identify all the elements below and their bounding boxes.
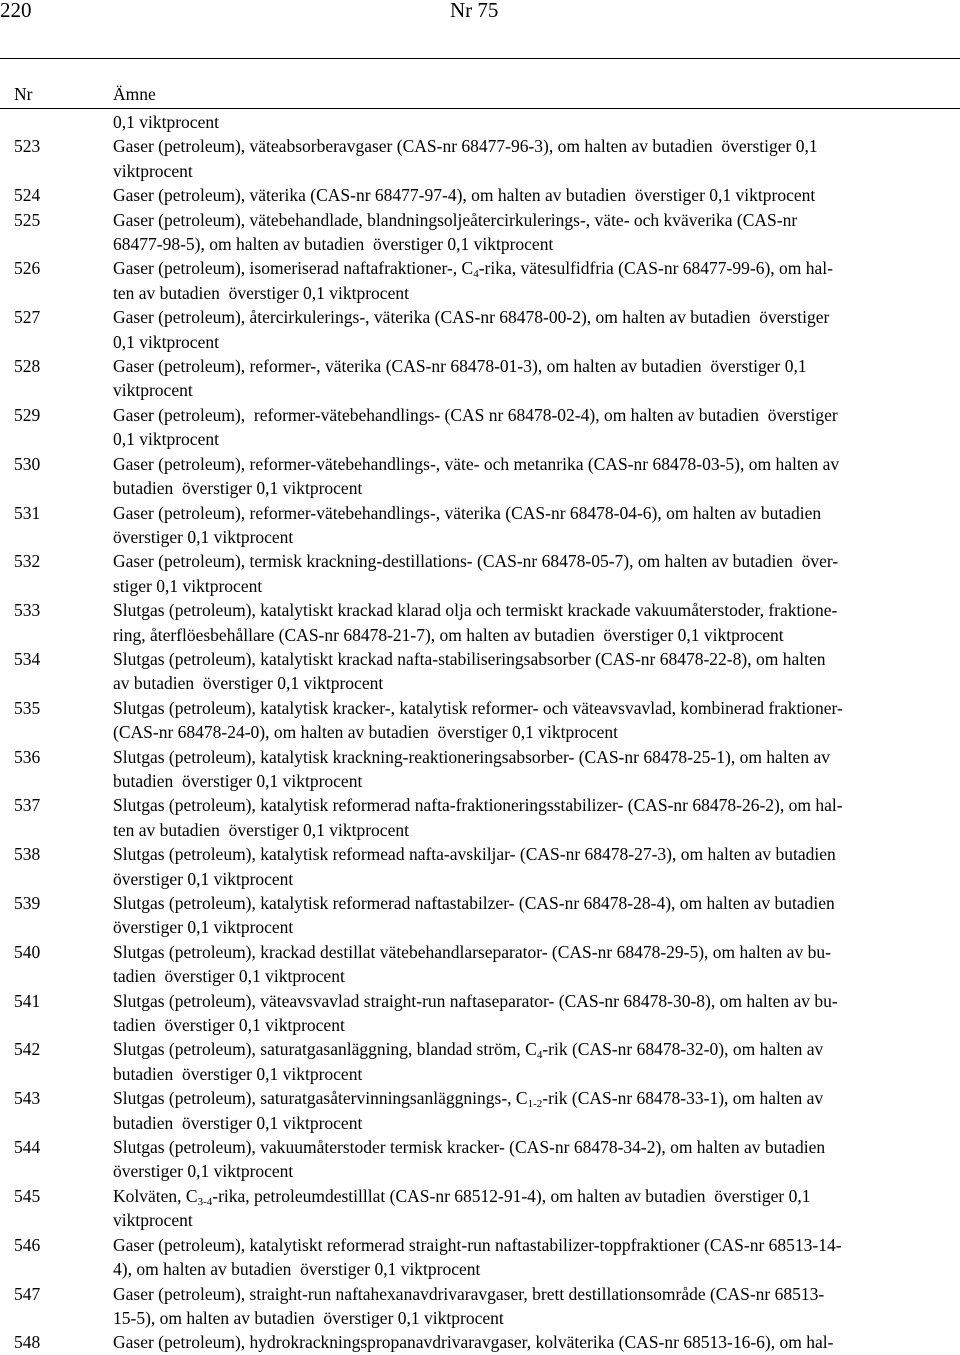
row-line — [113, 745, 943, 769]
row-line — [113, 1135, 943, 1159]
row-number: 529 — [14, 404, 41, 425]
row-text — [113, 501, 943, 550]
row-number: 533 — [14, 600, 41, 621]
header-rule — [0, 58, 960, 59]
table-row — [0, 183, 960, 207]
row-line — [113, 647, 943, 671]
row-text — [113, 549, 943, 598]
table-row — [0, 354, 960, 403]
line-text: Slutgas (petroleum), katalytisk kracker-, katalytisk reformer- och väteavsvavlad, kombinerad fraktioner- — [113, 697, 843, 718]
row-line — [113, 940, 943, 964]
row-number: 546 — [14, 1234, 41, 1255]
table-row — [0, 305, 960, 354]
row-number: 523 — [14, 136, 41, 157]
row-number: 545 — [14, 1185, 41, 1206]
line-text: butadien överstiger 0,1 viktprocent — [113, 1112, 363, 1133]
table-row — [0, 940, 960, 989]
line-text: tadien överstiger 0,1 viktprocent — [113, 1015, 345, 1036]
row-line — [113, 403, 943, 427]
table-row — [0, 696, 960, 745]
line-text: Gaser (petroleum), hydrokrackningspropanavdrivaravgaser, kolväterika (CAS-nr 68513-16-6), om hal- — [113, 1332, 834, 1353]
line-text: viktprocent — [113, 380, 193, 401]
table-rule — [0, 108, 960, 109]
row-line — [113, 183, 943, 207]
row-line — [113, 1306, 943, 1330]
table-row — [0, 452, 960, 501]
table-row — [0, 647, 960, 696]
line-text: Slutgas (petroleum), katalytisk reformerad nafta-fraktioneringsstabilizer- (CAS-nr 68478-26-2), om hal- — [113, 795, 843, 816]
row-line — [113, 1062, 943, 1086]
table-row — [0, 1282, 960, 1331]
row-line — [113, 305, 943, 329]
table-row — [0, 745, 960, 794]
row-text — [113, 598, 943, 647]
row-line — [113, 793, 943, 817]
line-text: Slutgas (petroleum), katalytiskt krackad klarad olja och termiskt krackade vakuumåterstoder, fraktione- — [113, 600, 838, 621]
table-row — [0, 403, 960, 452]
row-line — [113, 1330, 943, 1354]
row-line — [113, 574, 943, 598]
row-line — [113, 915, 943, 939]
line-text: Slutgas (petroleum), katalytisk krackning-reaktioneringsabsorber- (CAS-nr 68478-25-1), om halten av — [113, 746, 830, 767]
row-text — [113, 134, 943, 183]
line-text: Gaser (petroleum), reformer-vätebehandlings-, väterika (CAS-nr 68478-04-6), om halten av butadien — [113, 502, 822, 523]
row-number: 540 — [14, 941, 41, 962]
row-line — [113, 1282, 943, 1306]
row-number: 525 — [14, 209, 41, 230]
line-text: tadien överstiger 0,1 viktprocent — [113, 966, 345, 987]
journal-number: Nr 75 — [450, 0, 499, 22]
row-line — [113, 208, 943, 232]
row-line — [113, 378, 943, 402]
table-row — [0, 989, 960, 1038]
row-line — [113, 818, 943, 842]
row-text — [113, 1086, 943, 1135]
line-text: Slutgas (petroleum), katalytisk reformead nafta-avskiljar- (CAS-nr 68478-27-3), om halten av butadien — [113, 844, 836, 865]
row-number: 528 — [14, 356, 41, 377]
line-text: ring, återflöesbehållare (CAS-nr 68478-21-7), om halten av butadien överstiger 0,1 viktprocent — [113, 624, 784, 645]
row-number: 547 — [14, 1283, 41, 1304]
line-text: Slutgas (petroleum), saturatgasåtervinningsanläggnings-, C — [113, 1088, 528, 1109]
row-line — [113, 989, 943, 1013]
row-number: 538 — [14, 844, 41, 865]
line-text: stiger 0,1 viktprocent — [113, 575, 263, 596]
line-text: Gaser (petroleum), väteabsorberavgaser (CAS-nr 68477-96-3), om halten av butadien överstiger 0,1 — [113, 136, 818, 157]
row-line — [113, 427, 943, 451]
line-text-continued: -rik (CAS-nr 68478-32-0), om halten av — [542, 1039, 824, 1060]
line-text: av butadien överstiger 0,1 viktprocent — [113, 673, 384, 694]
row-number: 524 — [14, 185, 41, 206]
table-row — [0, 256, 960, 305]
row-number: 543 — [14, 1088, 41, 1109]
row-text — [113, 305, 943, 354]
row-line — [113, 769, 943, 793]
row-number: 537 — [14, 795, 41, 816]
row-line — [113, 1159, 943, 1183]
line-text: (CAS-nr 68478-24-0), om halten av butadien överstiger 0,1 viktprocent — [113, 722, 618, 743]
line-text: Gaser (petroleum), reformer-vätebehandlings-, väte- och metanrika (CAS-nr 68478-03-5), om halten av — [113, 453, 840, 474]
line-text: Gaser (petroleum), återcirkulerings-, väterika (CAS-nr 68478-00-2), om halten av butadien överstiger — [113, 307, 830, 328]
table-row — [0, 1330, 960, 1354]
row-text — [113, 989, 943, 1038]
row-text — [113, 745, 943, 794]
line-text: överstiger 0,1 viktprocent — [113, 917, 294, 938]
row-line — [113, 134, 943, 158]
line-text: Gaser (petroleum), reformer-vätebehandlings- (CAS nr 68478-02-4), om halten av butadien överstiger — [113, 404, 838, 425]
continuation-text: 0,1 viktprocent — [113, 112, 219, 132]
table-row — [0, 501, 960, 550]
line-text: överstiger 0,1 viktprocent — [113, 1161, 294, 1182]
row-number: 544 — [14, 1137, 41, 1158]
row-line — [113, 501, 943, 525]
row-line — [113, 867, 943, 891]
line-text: överstiger 0,1 viktprocent — [113, 868, 294, 889]
row-text — [113, 1330, 943, 1354]
line-text: 15-5), om halten av butadien överstiger 0,1 viktprocent — [113, 1307, 504, 1328]
line-text: Gaser (petroleum), vätebehandlade, blandningsoljeåtercirkulerings-, väte- och kväverika (CAS-nr — [113, 209, 798, 230]
row-text — [113, 793, 943, 842]
row-line — [113, 354, 943, 378]
table-row — [0, 842, 960, 891]
line-text: viktprocent — [113, 160, 193, 181]
line-text: Slutgas (petroleum), katalytisk reformerad naftastabilzer- (CAS-nr 68478-28-4), om halten av butadien — [113, 893, 835, 913]
row-text — [113, 696, 943, 745]
subscript: 1-2 — [527, 1098, 543, 1111]
row-number: 539 — [14, 893, 41, 913]
row-number: 532 — [14, 551, 41, 572]
subscript: 4 — [473, 268, 479, 281]
line-text: Slutgas (petroleum), katalytiskt krackad nafta-stabiliseringsabsorber (CAS-nr 68478-22-8), om halten — [113, 648, 826, 669]
row-text — [113, 1135, 943, 1184]
row-text — [113, 256, 943, 305]
line-text: butadien överstiger 0,1 viktprocent — [113, 478, 363, 499]
line-text: 0,1 viktprocent — [113, 331, 219, 352]
line-text: Slutgas (petroleum), krackad destillat vätebehandlarseparator- (CAS-nr 68478-29-5), om halten av bu- — [113, 941, 831, 962]
line-text: 4), om halten av butadien överstiger 0,1 viktprocent — [113, 1259, 481, 1280]
row-text — [113, 354, 943, 403]
row-text — [113, 842, 943, 891]
row-line — [113, 525, 943, 549]
substance-table — [0, 110, 960, 1355]
row-line — [113, 964, 943, 988]
row-line — [113, 281, 943, 305]
row-line — [113, 549, 943, 573]
table-row — [0, 793, 960, 842]
column-header-nr: Nr — [14, 84, 33, 104]
row-number: 530 — [14, 453, 41, 474]
line-text: Gaser (petroleum), termisk krackning-destillations- (CAS-nr 68478-05-7), om halten av butadien över- — [113, 551, 839, 572]
row-number: 534 — [14, 648, 41, 669]
line-text: ten av butadien överstiger 0,1 viktprocent — [113, 819, 409, 840]
row-number: 526 — [14, 258, 41, 279]
row-line — [113, 720, 943, 744]
table-row — [0, 1037, 960, 1086]
line-text-continued: -rika, petroleumdestilllat (CAS-nr 68512-91-4), om halten av butadien överstiger 0,1 — [212, 1185, 811, 1206]
row-line — [113, 1233, 943, 1257]
table-row — [0, 598, 960, 647]
row-line — [113, 598, 943, 622]
row-text — [113, 208, 943, 257]
row-text — [113, 1282, 943, 1331]
row-number: 535 — [14, 697, 41, 718]
row-text — [113, 452, 943, 501]
line-text: 0,1 viktprocent — [113, 429, 219, 450]
line-text: butadien överstiger 0,1 viktprocent — [113, 1063, 363, 1084]
row-line — [113, 330, 943, 354]
row-line — [113, 623, 943, 647]
row-number: 527 — [14, 307, 41, 328]
row-line — [113, 1037, 943, 1061]
row-line — [113, 842, 943, 866]
line-text: Gaser (petroleum), isomeriserad naftafraktioner-, C — [113, 258, 474, 279]
row-line — [113, 1086, 943, 1110]
line-text: ten av butadien överstiger 0,1 viktprocent — [113, 282, 409, 303]
row-line — [113, 1013, 943, 1037]
row-line — [113, 696, 943, 720]
row-line — [113, 159, 943, 183]
line-text-continued: -rik (CAS-nr 68478-33-1), om halten av — [542, 1088, 824, 1109]
row-line — [113, 1184, 943, 1208]
line-text: Gaser (petroleum), väterika (CAS-nr 68477-97-4), om halten av butadien överstiger 0,1 viktprocent — [113, 185, 816, 206]
row-number: 548 — [14, 1332, 41, 1353]
subscript: 3-4 — [197, 1195, 213, 1208]
row-line — [113, 1208, 943, 1232]
line-text: Slutgas (petroleum), vakuumåterstoder termisk kracker- (CAS-nr 68478-34-2), om halten av butadien — [113, 1137, 826, 1158]
row-line — [113, 452, 943, 476]
table-row — [0, 891, 960, 940]
row-line — [113, 232, 943, 256]
line-text-continued: -rika, vätesulfidfria (CAS-nr 68477-99-6), om hal- — [478, 258, 833, 279]
row-line — [113, 1111, 943, 1135]
row-number: 542 — [14, 1039, 41, 1060]
row-number: 536 — [14, 746, 41, 767]
row-number: 541 — [14, 990, 41, 1011]
table-row — [0, 549, 960, 598]
continuation-row — [0, 110, 960, 134]
column-header-amne: Ämne — [113, 84, 156, 104]
table-row — [0, 1184, 960, 1233]
table-row — [0, 1135, 960, 1184]
row-line — [113, 671, 943, 695]
table-row — [0, 134, 960, 183]
row-text — [113, 1184, 943, 1233]
row-text — [113, 940, 943, 989]
row-number: 531 — [14, 502, 41, 523]
table-row — [0, 1233, 960, 1282]
row-line — [113, 476, 943, 500]
row-line — [113, 256, 943, 280]
line-text: Slutgas (petroleum), saturatgasanläggning, blandad ström, C — [113, 1039, 537, 1060]
row-text — [113, 891, 943, 940]
row-text — [113, 1037, 943, 1086]
row-line — [113, 1257, 943, 1281]
page-number: 220 — [0, 0, 32, 22]
subscript: 4 — [536, 1049, 543, 1062]
row-line — [113, 891, 943, 915]
line-text: viktprocent — [113, 1210, 193, 1231]
row-text — [113, 403, 943, 452]
row-text — [113, 647, 943, 696]
line-text: 68477-98-5), om halten av butadien överstiger 0,1 viktprocent — [113, 234, 554, 255]
table-row — [0, 1086, 960, 1135]
line-text: Kolväten, C — [113, 1185, 198, 1206]
line-text: överstiger 0,1 viktprocent — [113, 526, 294, 547]
line-text: Slutgas (petroleum), väteavsvavlad straight-run naftaseparator- (CAS-nr 68478-30-8), om halten av bu- — [113, 990, 838, 1011]
table-row — [0, 208, 960, 257]
line-text: Gaser (petroleum), katalytiskt reformerad straight-run naftastabilizer-toppfraktioner (CAS-nr 68513-14- — [113, 1234, 842, 1255]
row-text — [113, 183, 943, 207]
row-text — [113, 1233, 943, 1282]
line-text: Gaser (petroleum), reformer-, väterika (CAS-nr 68478-01-3), om halten av butadien överstiger 0,1 — [113, 356, 807, 377]
line-text: Gaser (petroleum), straight-run naftahexanavdrivaravgaser, brett destillationsområde (CAS-nr 68513- — [113, 1283, 825, 1304]
line-text: butadien överstiger 0,1 viktprocent — [113, 770, 363, 791]
